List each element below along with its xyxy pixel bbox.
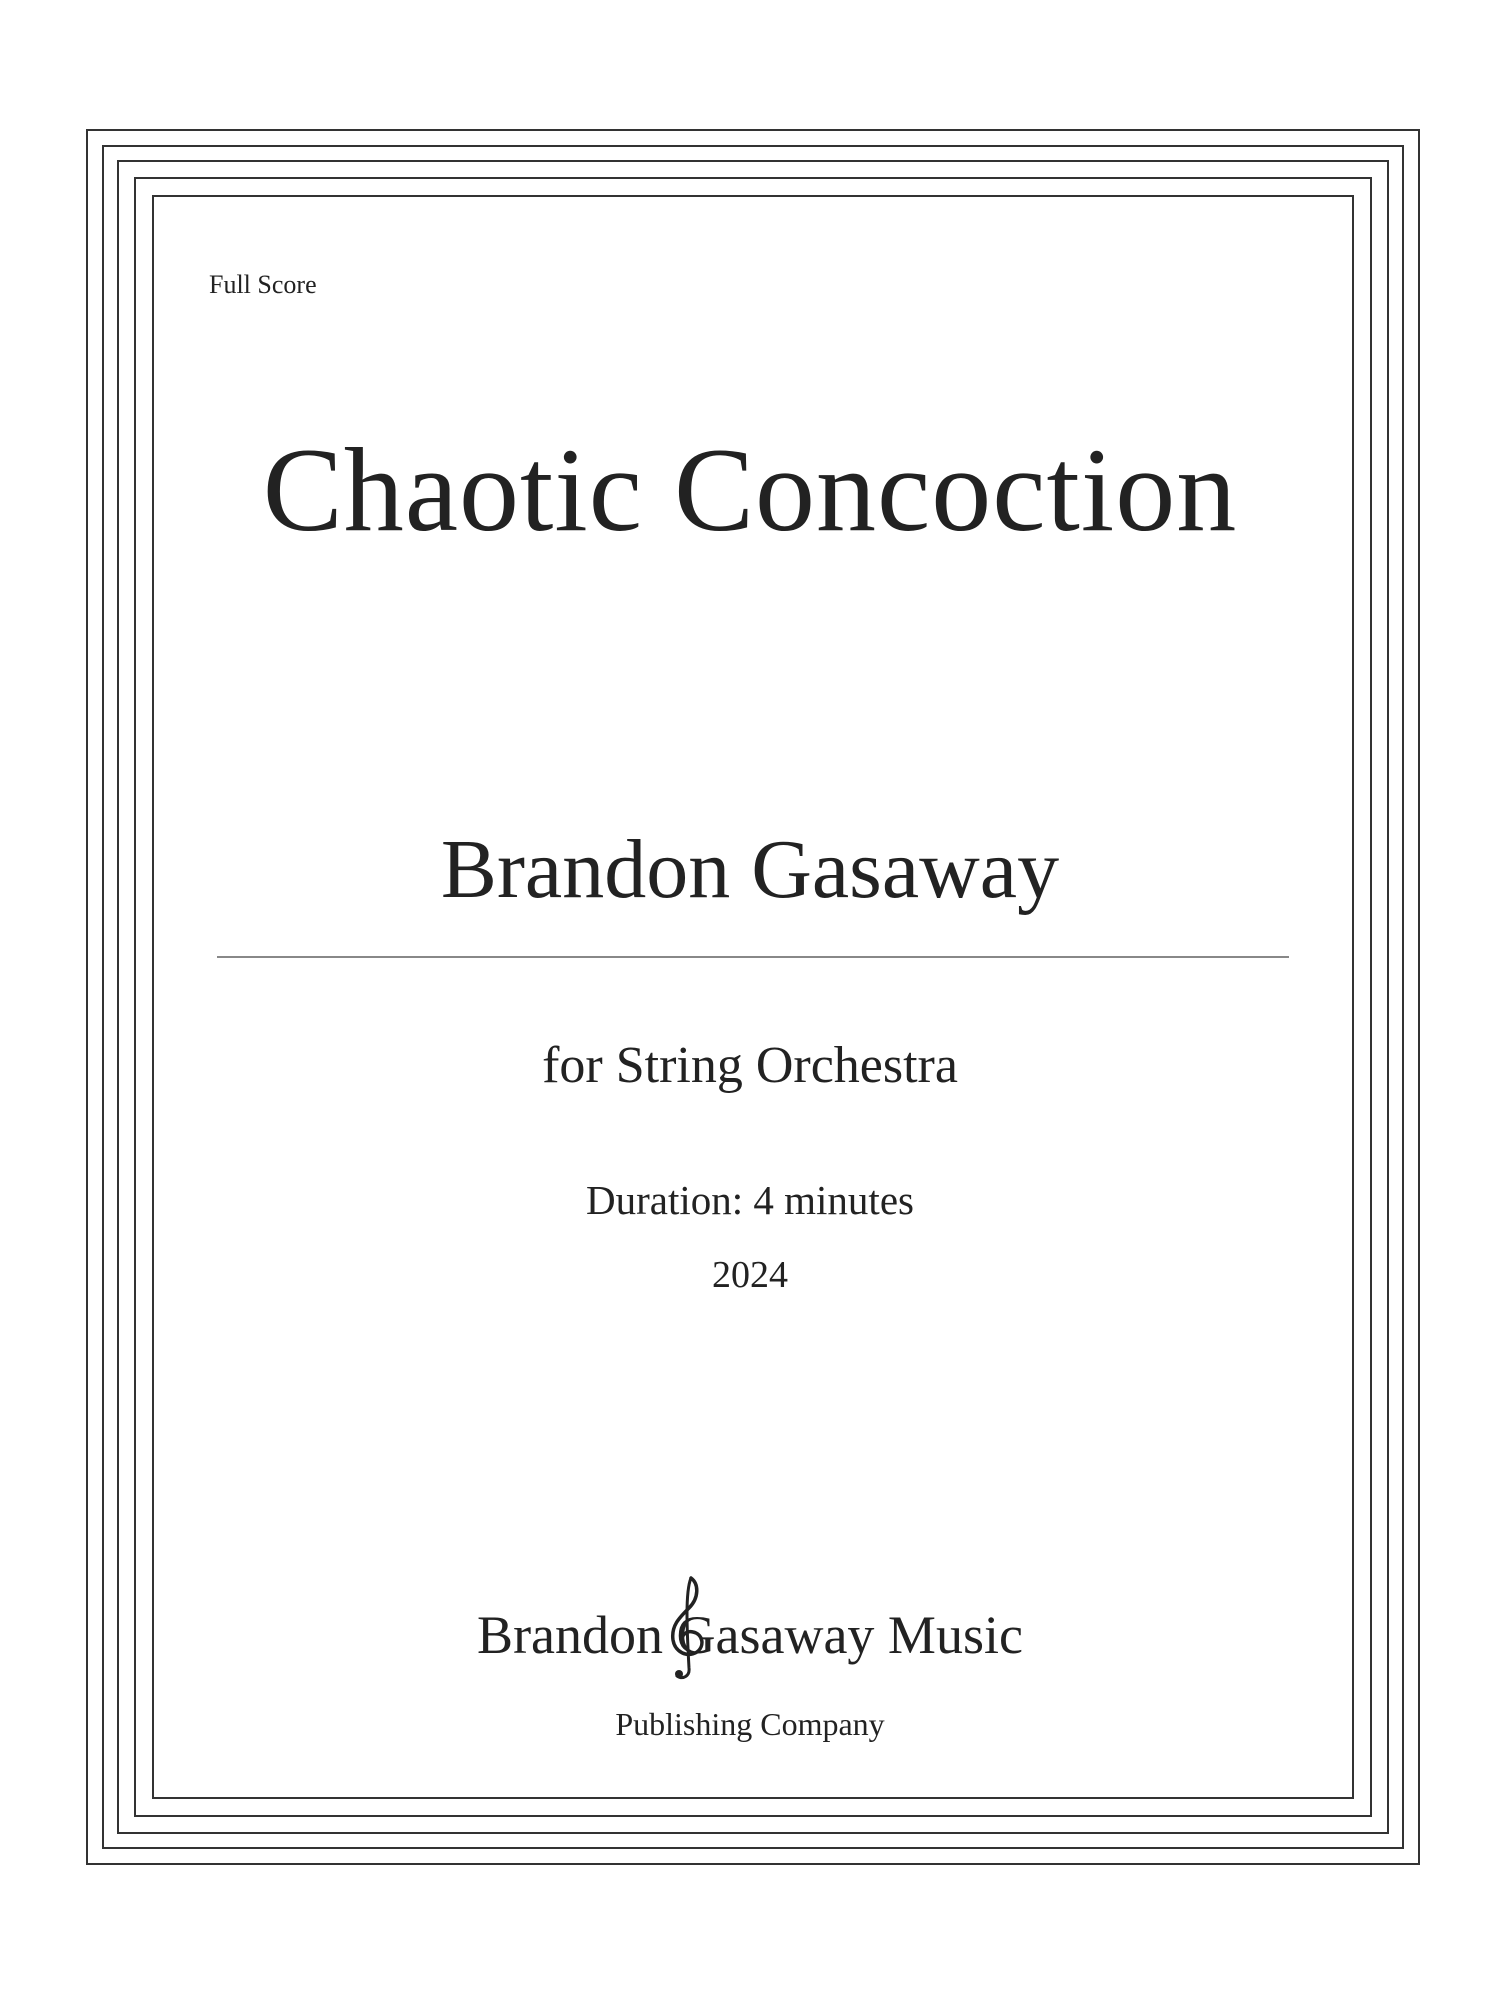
year: 2024: [712, 1254, 788, 1296]
instrumentation: for String Orchestra: [542, 1037, 958, 1094]
piece-title: Chaotic Concoction: [262, 423, 1238, 556]
publisher-subtitle: Publishing Company: [615, 1706, 885, 1742]
score-type-label: Full Score: [209, 270, 317, 299]
divider-line: [217, 956, 1289, 958]
duration: Duration: 4 minutes: [586, 1177, 914, 1223]
publisher-name: Brandon Gasaway Music: [477, 1605, 1023, 1665]
composer-name: Brandon Gasaway: [440, 823, 1060, 916]
treble-clef-icon: [665, 1572, 711, 1684]
